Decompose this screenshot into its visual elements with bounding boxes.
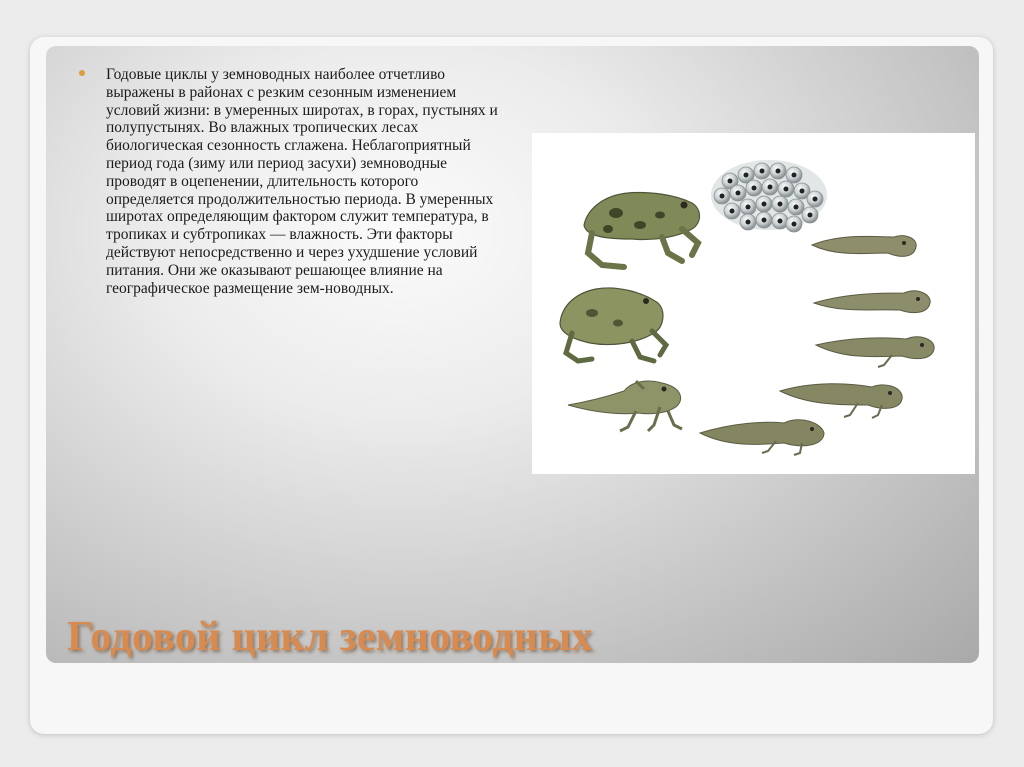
bullet-marker — [79, 70, 85, 76]
adult-frog-icon — [584, 192, 700, 267]
tadpole-growing-icon — [814, 291, 930, 313]
slide-title: Годовой цикл земноводных — [67, 614, 593, 660]
froglet-with-tail-icon — [568, 381, 682, 431]
young-frog-icon — [560, 288, 666, 361]
tadpole-hind-legs-icon — [816, 337, 934, 367]
tadpole-late-icon — [700, 420, 824, 455]
tadpole-four-legs-icon — [780, 384, 902, 418]
frog-eggs-icon — [711, 160, 827, 232]
bullet-text: Годовые циклы у земноводных наиболее отчетливо выражены в районах с резким сезонным изменением условий жизни: в умеренных широтах, в горах, пустынях и полупустынях. Во влажных тропических лесах биологическая сезонность сглажена. Неблагоприятный период года (зиму или период засухи) земноводные проводят в оцепенении, длительность которого определяется продолжительностью периода. В умеренных широтах определяющим фактором служит температура, в тропиках и субтропиках — влажность. Эти факторы действуют непосредственно и через ухудшение условий питания. Они же оказывают решающее влияние на географическое размещение зем-новодных. — [106, 66, 498, 297]
life-cycle-illustration — [532, 133, 975, 474]
tadpole-early-icon — [812, 236, 916, 257]
